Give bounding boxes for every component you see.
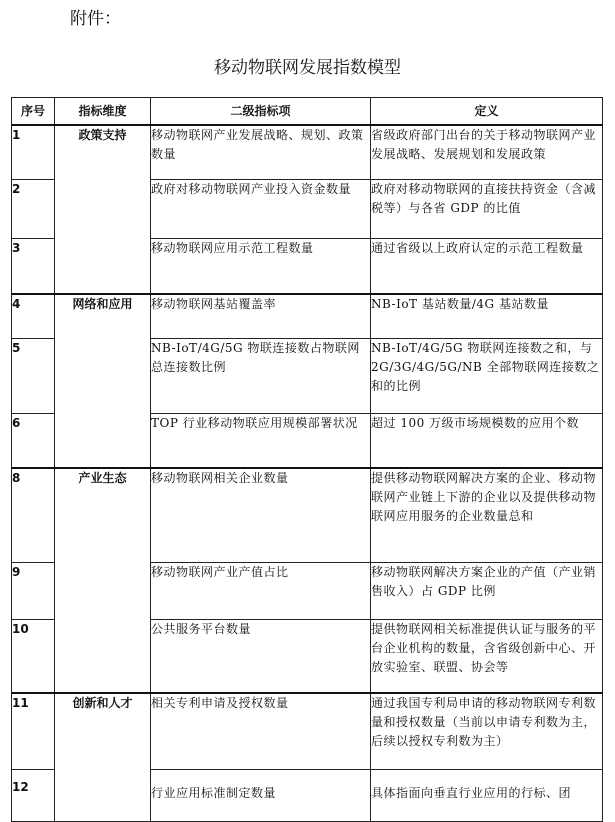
dimension-ecosystem: 产业生态 xyxy=(55,468,151,693)
header-no: 序号 xyxy=(12,98,55,126)
definition-cell: 提供移动物联网解决方案的企业、移动物联网产业链上下游的企业以及提供移动物联网应用服务的企业数量总和 xyxy=(371,468,603,562)
header-indicator: 二级指标项 xyxy=(151,98,371,126)
row-number: 6 xyxy=(12,413,55,468)
dimension-network: 网络和应用 xyxy=(55,294,151,468)
row-number: 3 xyxy=(12,238,55,294)
definition-cell: NB-IoT 基站数量/4G 基站数量 xyxy=(371,294,603,338)
row-number: 4 xyxy=(12,294,55,338)
table-row xyxy=(12,294,603,338)
definition-cell: 通过省级以上政府认定的示范工程数量 xyxy=(371,238,603,294)
indicator-cell: TOP 行业移动物联应用规模部署状况 xyxy=(151,413,371,468)
table-row xyxy=(12,468,603,562)
indicator-cell: 相关专利申请及授权数量 xyxy=(151,693,371,769)
row-number: 9 xyxy=(12,562,55,619)
table-row xyxy=(12,693,603,769)
row-number: 12 xyxy=(12,769,55,821)
indicator-cell: 移动物联网基站覆盖率 xyxy=(151,294,371,338)
annex-label: 附件： xyxy=(70,9,121,29)
indicator-cell: NB-IoT/4G/5G 物联连接数占物联网总连接数比例 xyxy=(151,338,371,413)
definition-cell: 移动物联网解决方案企业的产值（产业销售收入）占 GDP 比例 xyxy=(371,562,603,619)
definition-cell: 省级政府部门出台的关于移动物联网产业发展战略、发展规划和发展政策 xyxy=(371,125,603,179)
indicator-cell: 移动物联网产业发展战略、规划、政策数量 xyxy=(151,125,371,179)
definition-cell: 具体指面向垂直行业应用的行标、团 xyxy=(371,769,603,821)
row-number: 1 xyxy=(12,125,55,179)
row-number: 5 xyxy=(12,338,55,413)
indicator-cell: 移动物联网产业产值占比 xyxy=(151,562,371,619)
row-number: 11 xyxy=(12,693,55,769)
indicator-cell: 行业应用标准制定数量 xyxy=(151,769,371,821)
header-dimension: 指标维度 xyxy=(55,98,151,126)
dimension-policy: 政策支持 xyxy=(55,125,151,294)
table-header-row xyxy=(12,98,603,126)
document-title: 移动物联网发展指数模型 xyxy=(214,58,401,78)
dimension-innovation: 创新和人才 xyxy=(55,693,151,821)
row-number: 2 xyxy=(12,179,55,238)
definition-cell: 通过我国专利局申请的移动物联网专利数量和授权数量（当前以申请专利数为主，后续以授权专利数为主） xyxy=(371,693,603,769)
table-row xyxy=(12,125,603,179)
definition-cell: 超过 100 万级市场规模数的应用个数 xyxy=(371,413,603,468)
indicator-cell: 政府对移动物联网产业投入资金数量 xyxy=(151,179,371,238)
indicator-cell: 移动物联网相关企业数量 xyxy=(151,468,371,562)
header-definition: 定义 xyxy=(371,98,603,126)
definition-cell: 提供物联网相关标准提供认证与服务的平台企业机构的数量，含省级创新中心、开放实验室、联盟、协会等 xyxy=(371,619,603,693)
definition-cell: NB-IoT/4G/5G 物联网连接数之和，与 2G/3G/4G/5G/NB 全部物联网连接数之和的比例 xyxy=(371,338,603,413)
definition-cell: 政府对移动物联网的直接扶持资金（含减税等）与各省 GDP 的比值 xyxy=(371,179,603,238)
row-number: 8 xyxy=(12,468,55,562)
indicator-cell: 移动物联网应用示范工程数量 xyxy=(151,238,371,294)
row-number: 10 xyxy=(12,619,55,693)
index-model-table xyxy=(11,97,603,822)
indicator-cell: 公共服务平台数量 xyxy=(151,619,371,693)
